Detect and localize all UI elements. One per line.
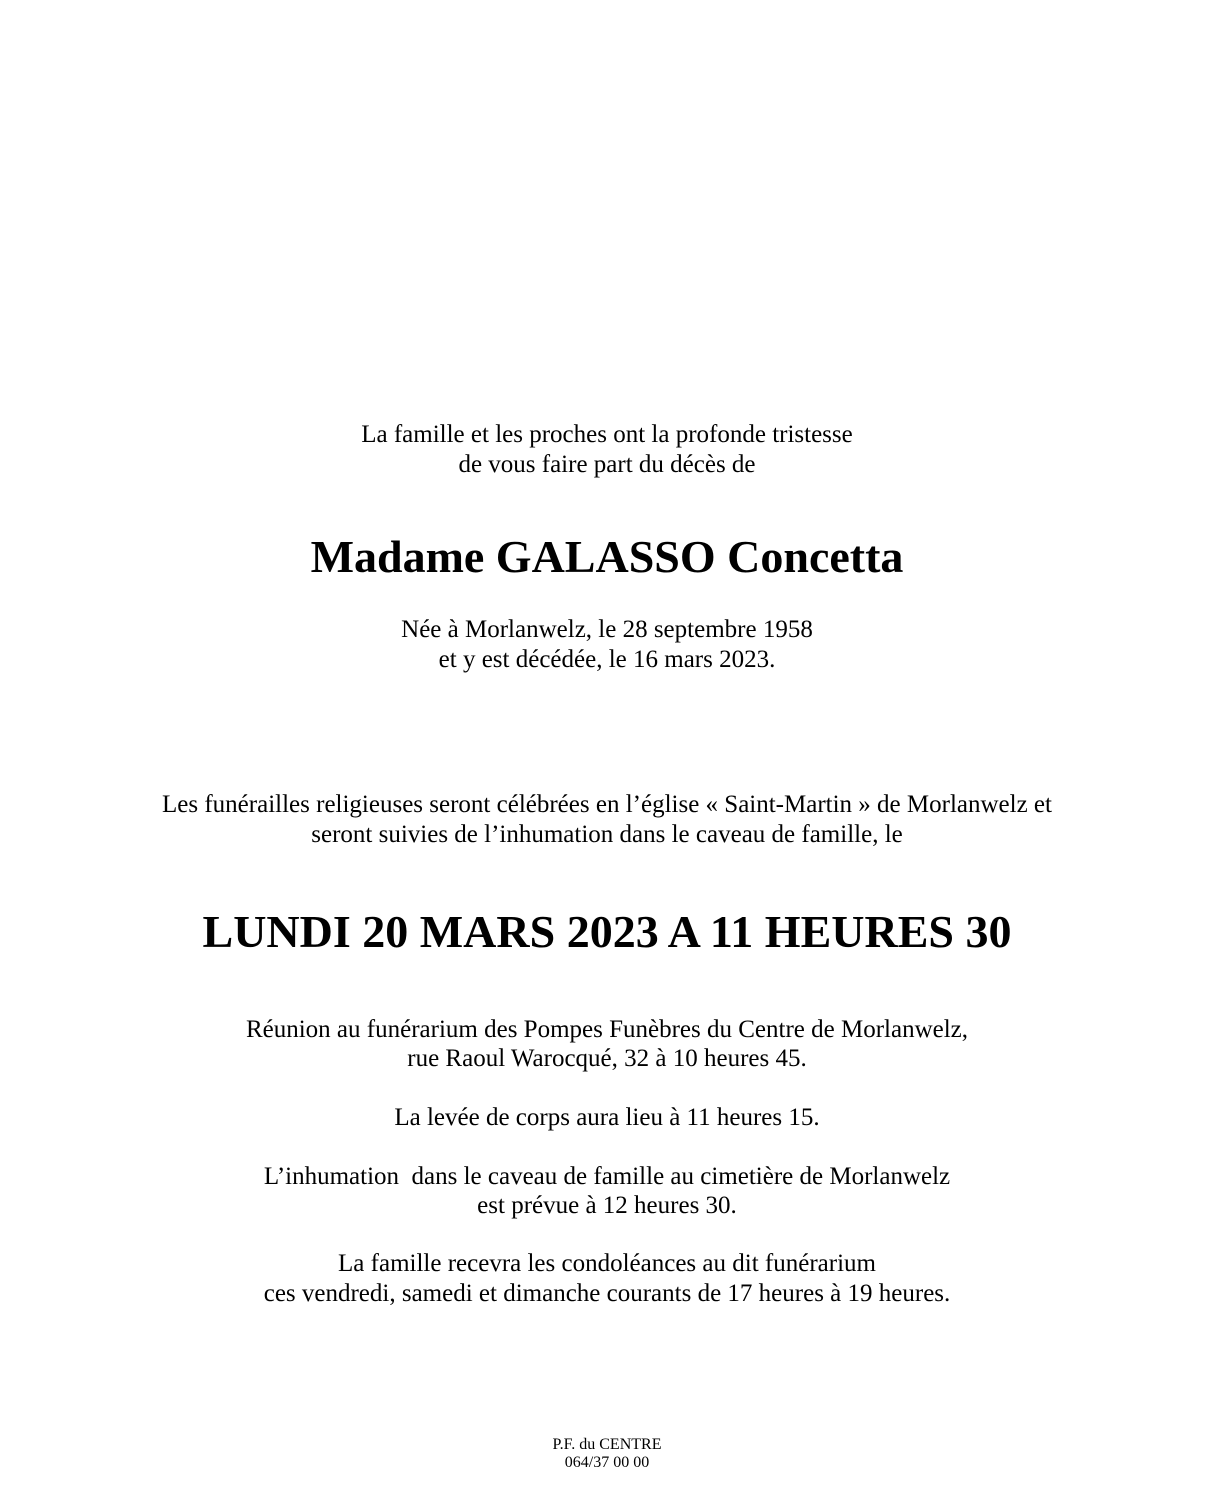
meeting-line-1: Réunion au funérarium des Pompes Funèbres du Centre de Morlanwelz, xyxy=(245,1016,969,1043)
levee-line: La levée de corps aura lieu à 11 heures 15. xyxy=(394,1104,820,1131)
footer-company: P.F. du CENTRE xyxy=(552,1436,662,1453)
intro-line-1: La famille et les proches ont la profonde tristesse xyxy=(361,421,853,448)
intro-line-2: de vous faire part du décès de xyxy=(458,451,756,478)
burial-line-1: L’inhumation dans le caveau de famille au cimetière de Morlanwelz xyxy=(263,1163,951,1190)
funeral-line-1: Les funérailles religieuses seront célébrées en l’église « Saint-Martin » de Morlanwelz et xyxy=(162,791,1052,818)
condolences-line-1: La famille recevra les condoléances au dit funérarium xyxy=(338,1250,876,1277)
funeral-date: LUNDI 20 MARS 2023 A 11 HEURES 30 xyxy=(202,906,1012,957)
footer-phone: 064/37 00 00 xyxy=(564,1454,650,1471)
birth-line-1: Née à Morlanwelz, le 28 septembre 1958 xyxy=(401,616,813,643)
burial-line-2: est prévue à 12 heures 30. xyxy=(477,1192,737,1219)
deceased-name: Madame GALASSO Concetta xyxy=(310,531,904,582)
birth-line-2: et y est décédée, le 16 mars 2023. xyxy=(438,646,776,673)
meeting-line-2: rue Raoul Warocqué, 32 à 10 heures 45. xyxy=(407,1045,807,1072)
funeral-line-2: seront suivies de l’inhumation dans le caveau de famille, le xyxy=(311,821,903,848)
condolences-line-2: ces vendredi, samedi et dimanche courants de 17 heures à 19 heures. xyxy=(263,1280,951,1307)
